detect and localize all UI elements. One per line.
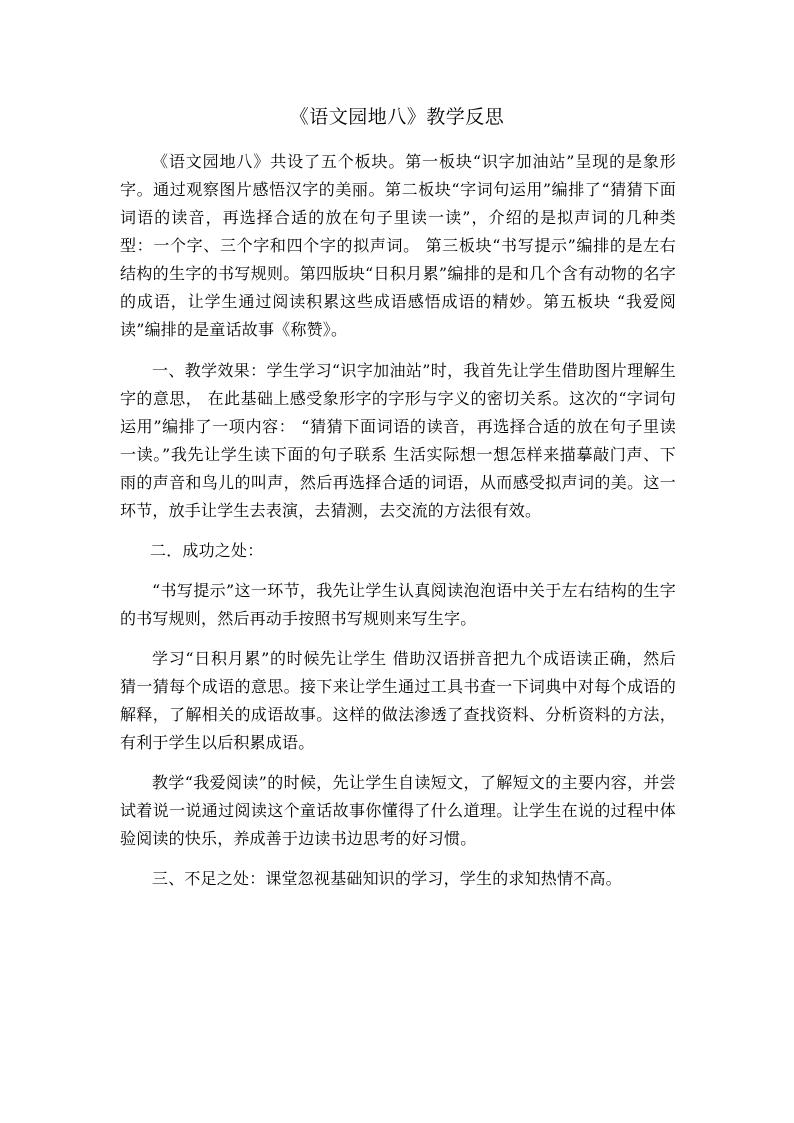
paragraph-idioms: 学习“日积月累”的时候先让学生 借助汉语拼音把九个成语读正确，然后猜一猜每个成语的意思。接下来让学生通过工具书查一下词典中对每个成语的解释，了解相关的成语故事。这样的做法渗透了查找资料、分析资料的方法，有利于学生以后积累成语。 [120, 649, 676, 752]
paragraph-reading: 教学“我爱阅读”的时候，先让学生自读短文，了解短文的主要内容，并尝试着说一说通过阅读这个童话故事你懂得了什么道理。让学生在说的过程中体验阅读的快乐，养成善于边读书边思考的好习惯。 [120, 773, 676, 848]
paragraph-overview: 《语文园地八》共设了五个板块。第一板块“识字加油站”呈现的是象形字。通过观察图片感悟汉字的美丽。第二板块“字词句运用”编排了“猜猜下面词语的读音，再选择合适的放在句子里读一读”，介绍的是拟声词的几种类型：一个字、三个字和四个字的拟声词。 第三板块“书写提示”编排的是左右结构的生字的书写规则。第四版块“日积月累”编排的是和几个含有动物的名字的成语，让学生通过阅读积累这些成语感悟成语的精妙。第五板块 “我爱阅读”编排的是童话故事《称赞》。 [120, 152, 676, 339]
document-title: 《语文园地八》教学反思 [289, 106, 505, 128]
section-heading-success: 二．成功之处： [150, 541, 264, 560]
document-body [120, 148, 676, 893]
paragraph-teaching-effect: 一、教学效果：学生学习“识字加油站”时，我首先让学生借助图片理解生字的意思， 在此基础上感受象形字的字形与字义的密切关系。这次的“字词句运用”编排了一项内容： “猜猜下面词语的读音，再选择合适的放在句子里读一读。”我先让学生读下面的句子联系 生活实际想一想怎样来描摹敲门声、下雨的声音和鸟儿的叫声，然后再选择合适的词语，从而感受拟声词的美。这一环节，放手让学生去表演，去猜测，去交流的方法很有效。 [120, 361, 676, 520]
paragraph-writing-tips: “书写提示”这一环节，我先让学生认真阅读泡泡语中关于左右结构的生字的书写规则，然后再动手按照书写规则来写生字。 [120, 581, 676, 628]
paragraph-shortcomings: 三、不足之处：课堂忽视基础知识的学习，学生的求知热情不高。 [152, 869, 622, 888]
